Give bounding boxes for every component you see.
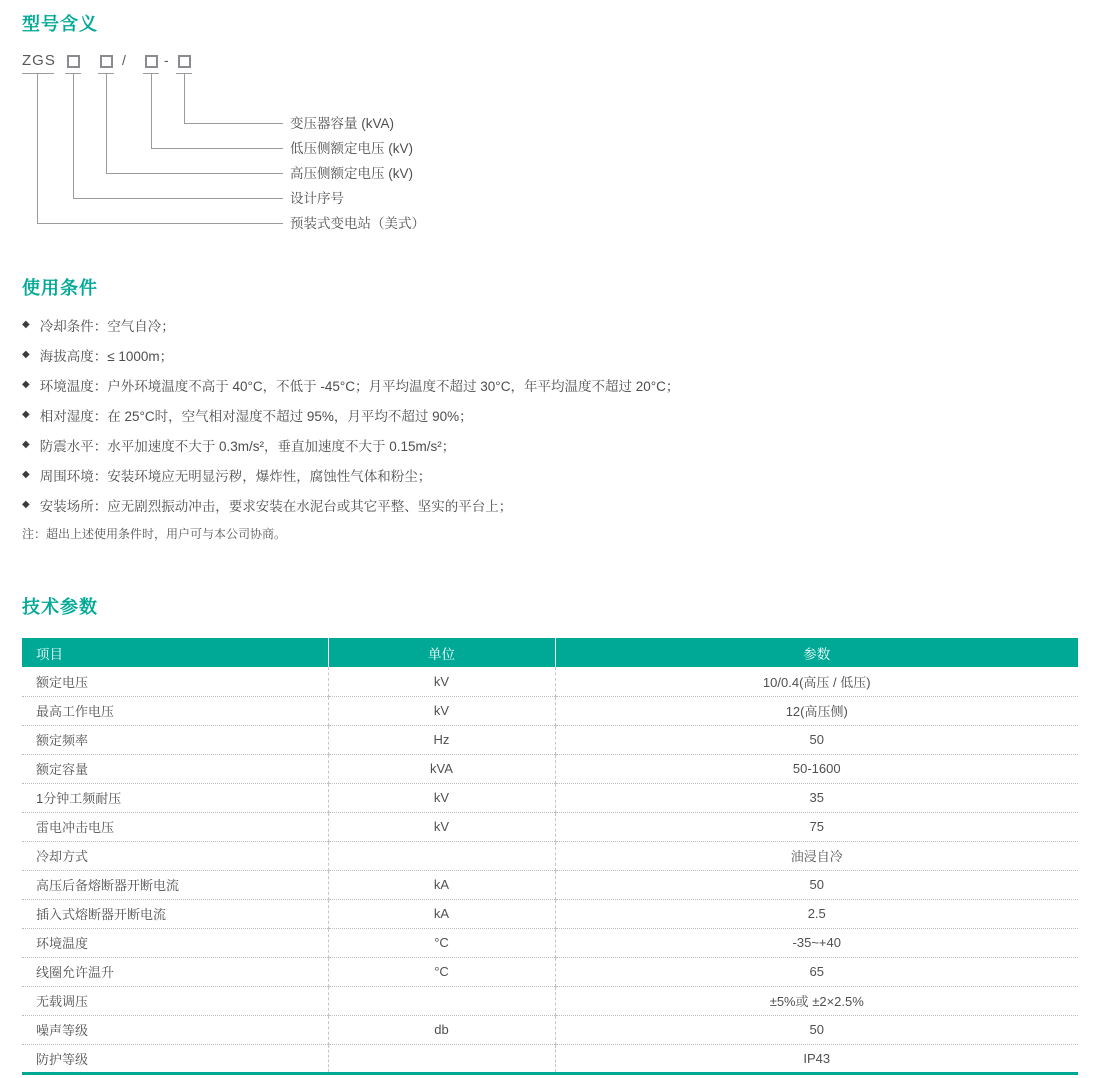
condition-text: 周围环境：安装环境应无明显污秽，爆炸性，腐蚀性气体和粉尘； [39,469,432,484]
cell-value: 10/0.4(高压 / 低压) [555,667,1078,696]
cell-unit: kV [328,696,555,725]
model-digit-box-2 [100,55,113,68]
diamond-bullet-icon: ◆ [22,439,30,450]
cell-item: 噪声等级 [22,1015,328,1044]
cell-item: 额定电压 [22,667,328,696]
cell-value: 50 [555,1015,1078,1044]
model-dash-separator: - [164,52,169,68]
table-row [22,696,1078,725]
diamond-bullet-icon: ◆ [22,349,30,360]
cell-item: 冷却方式 [22,841,328,870]
diamond-bullet-icon: ◆ [22,319,30,330]
cell-value: 12(高压侧) [555,696,1078,725]
model-label-lv-voltage: 低压侧额定电压 (kV) [290,141,413,156]
cell-unit: °C [328,928,555,957]
cell-unit [328,986,555,1015]
cell-item: 额定频率 [22,725,328,754]
diamond-bullet-icon: ◆ [22,469,30,480]
cell-unit: kV [328,667,555,696]
model-digit-box-1 [67,55,80,68]
table-row [22,986,1078,1015]
model-prefix-text: ZGS [22,52,56,69]
section-title-model-meaning: 型号含义 [22,14,98,34]
conditions-list [22,310,1078,520]
cell-item: 雷电冲击电压 [22,812,328,841]
cell-unit: db [328,1015,555,1044]
table-row [22,812,1078,841]
table-row [22,725,1078,754]
cell-item: 线圈允许温升 [22,957,328,986]
column-header-parameter: 参数 [555,638,1078,667]
condition-text: 海拔高度：≤ 1000m； [39,349,174,364]
cell-item: 高压后备熔断器开断电流 [22,870,328,899]
condition-item [22,400,1078,430]
cell-value: 75 [555,812,1078,841]
condition-item [22,310,1078,340]
cell-value: 65 [555,957,1078,986]
cell-item: 防护等级 [22,1044,328,1073]
diamond-bullet-icon: ◆ [22,379,30,390]
condition-item [22,490,1078,520]
cell-unit [328,841,555,870]
model-label-hv-voltage: 高压侧额定电压 (kV) [290,166,413,181]
cell-value: 2.5 [555,899,1078,928]
section-title-usage-conditions: 使用条件 [22,278,98,298]
table-row [22,754,1078,783]
cell-item: 无载调压 [22,986,328,1015]
condition-text: 相对湿度：在 25°C时，空气相对湿度不超过 95%，月平均不超过 90%； [39,409,473,424]
diamond-bullet-icon: ◆ [22,409,30,420]
diamond-bullet-icon: ◆ [22,499,30,510]
model-label-substation: 预装式变电站（美式） [290,216,425,231]
cell-unit: kA [328,899,555,928]
model-digit-box-3 [145,55,158,68]
model-number-diagram [22,52,1078,240]
cell-unit: kVA [328,754,555,783]
cell-value: IP43 [803,1050,831,1066]
cell-item: 环境温度 [22,928,328,957]
conditions-note: 注：超出上述使用条件时，用户可与本公司协商。 [22,527,287,541]
table-header-row [22,638,1078,667]
table-row [22,928,1078,957]
table-row [22,957,1078,986]
column-header-item: 项目 [22,638,328,667]
connector-line-substation [37,74,283,224]
model-label-design-serial: 设计序号 [290,191,344,206]
table-row [22,667,1078,696]
cell-value: ±5%或 ±2×2.5% [555,986,1078,1015]
column-header-unit: 单位 [328,638,555,667]
parameters-table [22,638,1078,1075]
cell-item: 插入式熔断器开断电流 [22,899,328,928]
cell-unit: kV [328,812,555,841]
table-row [22,841,1078,870]
cell-unit: °C [328,957,555,986]
table-row [22,1015,1078,1044]
model-slash-separator: / [122,52,126,68]
cell-value: 35 [555,783,1078,812]
condition-item [22,340,1078,370]
cell-value: 50 [555,725,1078,754]
cell-unit [328,1044,555,1073]
table-row [22,870,1078,899]
condition-text: 安装场所：应无剧烈振动冲击，要求安装在水泥台或其它平整、坚实的平台上； [39,499,513,514]
cell-unit: Hz [328,725,555,754]
condition-text: 防震水平：水平加速度不大于 0.3m/s²，垂直加速度不大于 0.15m/s²； [39,439,456,454]
condition-text: 冷却条件：空气自冷； [39,319,175,334]
cell-value: -35~+40 [555,928,1078,957]
model-digit-box-4 [178,55,191,68]
cell-unit: kA [328,870,555,899]
cell-value: 50-1600 [555,754,1078,783]
condition-item [22,430,1078,460]
table-row [22,783,1078,812]
condition-item [22,370,1078,400]
cell-item: 1分钟工频耐压 [22,783,328,812]
cell-value: 油浸自冷 [555,841,1078,870]
cell-item: 最高工作电压 [22,696,328,725]
condition-text: 环境温度：户外环境温度不高于 40°C，不低于 -45°C；月平均温度不超过 30°C，年平均温度不超过 20°C； [39,379,680,394]
section-title-technical-parameters: 技术参数 [22,597,98,617]
table-row [22,899,1078,928]
cell-unit: kV [328,783,555,812]
cell-value: 50 [555,870,1078,899]
table-row [22,1044,1078,1073]
model-label-capacity: 变压器容量 (kVA) [290,116,394,131]
cell-item: 额定容量 [22,754,328,783]
condition-item [22,460,1078,490]
